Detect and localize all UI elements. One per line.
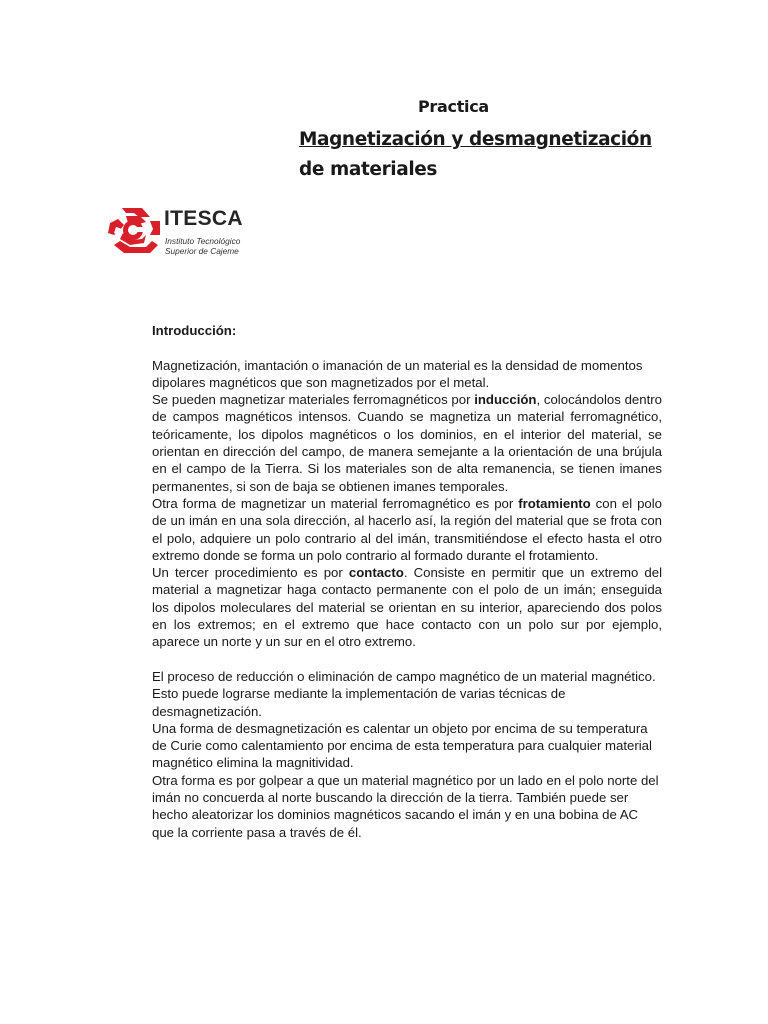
logo-subtitle [165,236,240,256]
term-frotamiento: frotamiento [518,495,591,511]
demag-paragraph-3: Otra forma es por golpear a que un material magnético por un lado en el polo norte del imán no concuerda al norte buscando la dirección de la tierra. También puede ser hecho aleatorizar los dominios magnéticos sacando el imán y en una bobina de AC que la corriente pasa a través de él. [152,772,659,840]
intro-paragraph-3 [152,495,662,564]
intro-p3-text-end: con el polo de un imán en una sola dirección, al hacerlo así, la región del material que se frota con el polo, adquiere un polo contrario al del imán, transmitiéndose el efecto hasta el otro extremo donde se forma un polo contrario al formado durante el frotamiento. [152,495,662,563]
intro-p2-text-start: Se pueden magnetizar materiales ferromagnéticos por [152,392,475,408]
term-induccion: inducción [474,392,537,408]
intro-paragraph-4 [152,564,662,650]
logo-name: ITESCA [164,207,243,230]
intro-p4-text-end: . Consiste en permitir que un extremo del material a magnetizar haga contacto permanente con el polo de un imán; enseguida los dipolos moleculares del material se orientan en su interior, apareciendo dos polos en los extremos; en el extremo que hace contacto con un polo sur por ejemplo, aparece un norte y un sur en el otro extremo. [152,565,662,650]
demag-paragraph-2: Una forma de desmagnetización es calentar un objeto por encima de su temperatura de Curie como calentamiento por encima de esta temperatura para cualquier material magnético elimina la magnitividad. [152,720,652,771]
logo-subtitle-line-1: Instituto Tecnológico [165,236,241,246]
intro-paragraph-2 [152,391,662,495]
intro-p2-text-end: , colocándolos dentro de campos magnéticos intensos. Cuando se magnetiza un material ferromagnético, teóricamente, los dipolos magnéticos o los dominios, en el interior del material, se orientan en dirección del campo, de manera semejante a la orientación de una brújula en el campo de la Tierra. Si los materiales son de alta remanencia, se tienen imanes permanentes, si son de baja se obtienen imanes temporales. [152,392,662,494]
intro-heading: Introducción: [152,323,237,338]
intro-paragraph-1: Magnetización, imantación o imanación de un material es la densidad de momentos dipolares magnéticos que son magnetizados por el metal. [152,357,643,390]
term-contacto: contacto [348,565,404,581]
intro-p4-text-start: Un tercer procedimiento es por [152,565,349,581]
logo-subtitle-line-2: Superior de Cajeme [165,246,239,256]
document-title [299,125,719,185]
practice-label: Practica [418,97,489,116]
gear-logo-icon [106,205,162,255]
title-line-2: de materiales [299,159,438,180]
itesca-logo [106,202,256,262]
intro-p3-text-start: Otra forma de magnetizar un material ferromagnético es por [152,495,519,511]
paragraph-gap [152,651,662,668]
title-line-1: Magnetización y desmagnetización [299,129,652,150]
demag-paragraph-1: El proceso de reducción o eliminación de campo magnético de un material magnético. Esto puede lograrse mediante la implementación de varias técnicas de desmagnetización. [152,668,656,719]
document-body [152,322,662,841]
